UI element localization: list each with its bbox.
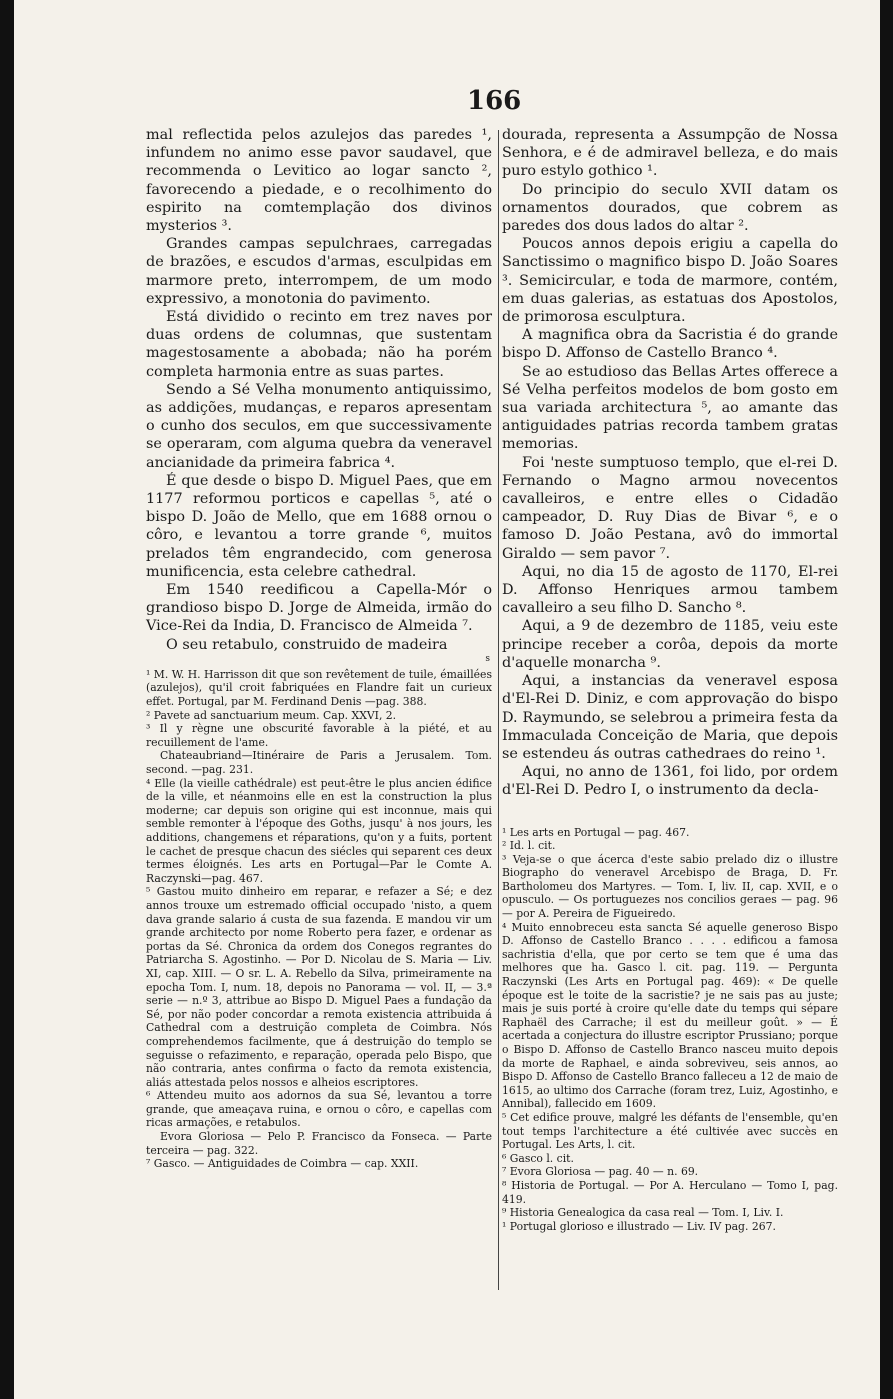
footnote: ⁵ Gastou muito dinheiro em reparar, e refazer a Sé; e dez annos trouxe um estremado official occupado 'nisto, a quem dava grande salario á custa de sua fazenda. E mandou vir um grande architecto por nome Roberto pera fazer, e ordenar as portas da Sé. Chronica da ordem dos Conegos regrantes do Patriarcha S. Agostinho. — Por D. Nicolau de S. Maria — Liv. XI, cap. XIII. — O sr. L. A. Rebello da Silva, primeiramente na epocha Tom. I, num. 18, depois no Panorama — vol. II, — 3.ª serie — n.º 3, attribue ao Bispo D. Miguel Paes a fundação da Sé, por não poder concordar a remota existencia attribuida á Cathedral com a destruição completa de Coimbra. Nós comprehendemos facilmente, que á destruição do templo se seguisse o refazimento, e reparação, operada pelo Bispo, que não contraria, antes confirma o facto da remota existencia, aliás attestada pelos nossos e alheios escriptores. [146,885,492,1089]
paragraph: Grandes campas sepulchraes, carregadas de brazões, e escudos d'armas, esculpidas em marmore preto, interrompem, de um modo expressivo, a monotonia do pavimento. [146,236,492,307]
footnote: ⁷ Gasco. — Antiguidades de Coimbra — cap. XXII. [146,1157,419,1171]
footnote: ⁶ Gasco l. cit. [502,1151,574,1165]
paragraph: Se ao estudioso das Bellas Artes offerece a Sé Velha perfeitos modelos de bom gosto em sua variada architectura ⁵, ao amante das antiguidades patrias recorda tambem gratas memorias. [502,363,838,453]
footnote: ⁴ Muito ennobreceu esta sancta Sé aquelle generoso Bispo D. Affonso de Castello Branco . . . . edificou a famosa sachristia d'ella, que por certo se tem que é uma das melhores que ha. Gasco l. cit. pag. 119. — Pergunta Raczynski (Les Arts en Portugal pag. 469): « De quelle époque est le toite de la sacristie? je ne sais pas au juste; mais je suis porté à croire qu'elle date du temps qui sépare Raphaël des Carrache; il est du meilleur goût. » — É acertada a conjectura do illustre escriptor Prussiano; porque o Bispo D. Affonso de Castello Branco nasceu muito depois da morte de Raphael, e ainda sobreviveu, seis annos, ao Bispo D. Affonso de Castello Branco falleceu a 12 de maio de 1615, ao ultimo dos Carrache (foram trez, Luiz, Agostinho, e Annibal), fallecido em 1609. [502,920,838,1111]
paragraph: Sendo a Sé Velha monumento antiquissimo, as addições, mudanças, e reparos apresentam o cunho dos seculos, em que successivamente se operaram, com alguma quebra da veneravel ancianidade da primeira fabrica ⁴. [146,381,492,471]
paragraph: Está dividido o recinto em trez naves por duas ordens de columnas, que sustentam magestosamente a abobada; não ha porém completa harmonia entre as suas partes. [146,309,492,380]
footnote: Evora Gloriosa — Pelo P. Francisco da Fonseca. — Parte terceira — pag. 322. [146,1130,492,1157]
paragraph: mal reflectida pelos azulejos das paredes ¹, infundem no animo esse pavor saudavel, que recommenda o Levitico ao logar sancto ², favorecendo a piedade, e o recolhimento do espirito na comtemplação dos divinos mysterios ³. [146,127,492,235]
footnote: ⁵ Cet edifice prouve, malgré les défants de l'ensemble, qu'en tout temps l'architecture a été cultivée avec succès en Portugal. Les Arts, l. cit. [502,1110,838,1152]
footnote: Chateaubriand—Itinéraire de Paris a Jerusalem. Tom. second. —pag. 231. [146,749,492,777]
paragraph: É que desde o bispo D. Miguel Paes, que em 1177 reformou porticos e capellas ⁵, até o bispo D. João de Mello, que em 1688 ornou o côro, e levantou a torre grande ⁶, muitos prelados têm engrandecido, com generosa munificencia, esta celebre cathedral. [146,472,492,580]
paragraph: A magnifica obra da Sacristia é do grande bispo D. Affonso de Castello Branco ⁴. [502,327,838,362]
footnote: ⁸ Historia de Portugal. — Por A. Herculano — Tomo I, pag. 419. [502,1178,838,1206]
paragraph: Foi 'neste sumptuoso templo, que el-rei D. Fernando o Magno armou novecentos cavalleiros, e entre elles o Cidadão campeador, D. Ruy Dias de Bivar ⁶, e o famoso D. João Pestana, avô do immortal Giraldo — sem pavor ⁷. [502,454,838,562]
footnote: ¹ M. W. H. Harrisson dit que son revêtement de tuile, émaillées (azulejos), qu'il croit fabriquées en Flandre fait un curieux effet. Portugal, par M. Ferdinand Denis —pag. 388. [146,667,492,709]
right-column [502,126,838,1233]
left-footnotes [146,668,492,1171]
footnote: ² Pavete ad sanctuarium meum. Cap. XXVI, 2. [146,708,397,722]
paragraph: Aqui, no anno de 1361, foi lido, por ordem d'El-Rei D. Pedro I, o instrumento da decla- [502,764,838,799]
book-page [14,0,880,1399]
footnote: ¹ Les arts en Portugal — pag. 467. [502,825,690,839]
footnote: ⁷ Evora Gloriosa — pag. 40 — n. 69. [502,1165,699,1179]
left-column [146,126,492,1171]
footnote: ⁶ Attendeu muito aos adornos da sua Sé, levantou a torre grande, que ameaçava ruina, e ornou o côro, e capellas com ricas armações, e retabulos. [146,1089,492,1130]
paragraph: O seu retabulo, construido de madeira [166,636,448,653]
paragraph: Poucos annos depois erigiu a capella do Sanctissimo o magnifico bispo D. João Soares ³. Semicircular, e toda de marmore, contém, em duas galerias, as estatuas dos Apostolos, de primorosa esculptura. [502,236,838,326]
paragraph: Aqui, no dia 15 de agosto de 1170, El-rei D. Affonso Henriques armou tambem cavalleiro a seu filho D. Sancho ⁸. [502,563,838,617]
footnote: ¹ Portugal glorioso e illustrado — Liv. IV pag. 267. [502,1219,776,1233]
paragraph: dourada, representa a Assumpção de Nossa Senhora, e é de admiravel belleza, e do mais puro estylo gothico ¹. [502,127,838,180]
footnote: ³ Veja-se o que ácerca d'este sabio prelado diz o illustre Biographo do veneravel Arcebispo de Braga, D. Fr. Bartholomeu dos Martyres. — Tom. I, liv. II, cap. XVII, e o opusculo. — Os portuguezes nos concilios geraes — pag. 96 — por A. Pereira de Figueiredo. [502,852,838,921]
footnote: ⁴ Elle (la vieille cathédrale) est peut-être le plus ancien édifice de la ville, et néanmoins elle en est la construction la plus moderne; car depuis son origine qui est inconnue, mais qui semble remonter à l'époque des Goths, jusqu' à nos jours, les additions, changemens et réparations, qu'on y a fuits, portent le cachet de presque chacun des siécles qui separent ces deux termes éloignés. Les arts en Portugal—Par le Comte A. Raczynski—pag. 467. [146,776,492,885]
page-number: 166 [467,86,522,116]
paragraph: Aqui, a instancias da veneravel esposa d'El-Rei D. Diniz, e com approvação do bispo D. Raymundo, se selebrou a primeira festa da Immaculada Conceição de Maria, que depois se estendeu ás outras cathedraes do reino ¹. [502,673,838,762]
right-body-text [502,126,838,800]
footnote: ⁹ Historia Genealogica da casa real — Tom. I, Liv. I. [502,1206,784,1220]
footnote: ³ Il y règne une obscurité favorable à la piété, et au recuillement de l'ame. [146,722,492,749]
paragraph: Em 1540 reedificou a Capella-Mór o grandioso bispo D. Jorge de Almeida, irmão do Vice-Rei da India, D. Francisco de Almeida ⁷. [146,582,492,635]
catchword: s [485,653,490,664]
left-body-text [146,126,492,654]
column-divider [498,130,499,1290]
right-footnotes [502,826,838,1234]
footnote: ² Id. l. cit. [502,839,556,853]
paragraph: Do principio do seculo XVII datam os ornamentos dourados, que cobrem as paredes dos dous lados do altar ². [502,181,838,235]
paragraph: Aqui, a 9 de dezembro de 1185, veiu este principe receber a corôa, depois da morte d'aquelle monarcha ⁹. [502,618,838,671]
